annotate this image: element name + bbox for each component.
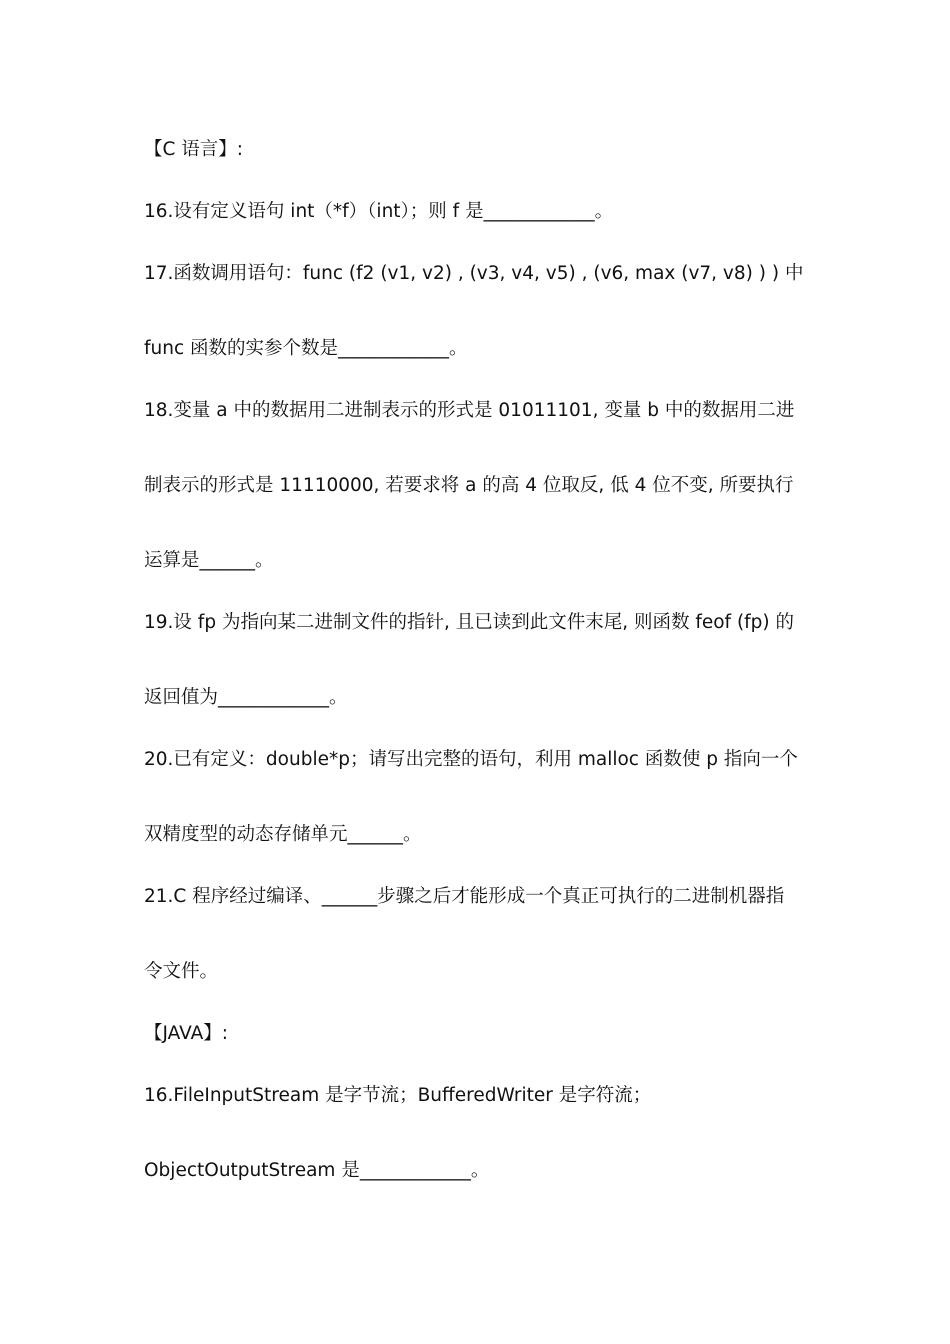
question-20-line-1: 20.已有定义：double*p；请写出完整的语句，利用 malloc 函数使 p 指向一个 [144, 749, 798, 770]
question-21-line-1: 21.C 程序经过编译、______步骤之后才能形成一个真正可执行的二进制机器指 [144, 886, 785, 907]
question-18-line-3: 运算是______。 [144, 550, 274, 571]
java-question-16-line-2: ObjectOutputStream 是____________。 [144, 1160, 490, 1181]
question-19-line-2: 返回值为____________。 [144, 687, 348, 708]
question-17-line-2: func 函数的实参个数是____________。 [144, 338, 468, 359]
java-section-heading: 【JAVA】: [144, 1023, 228, 1044]
question-19-line-1: 19.设 fp 为指向某二进制文件的指针, 且已读到此文件末尾, 则函数 feof (fp) 的 [144, 612, 795, 633]
java-question-16-line-1: 16.FileInputStream 是字节流；BufferedWriter 是字符流； [144, 1085, 652, 1106]
question-21-line-2: 令文件。 [144, 961, 219, 982]
question-17-line-1: 17.函数调用语句：func (f2 (v1, v2) , (v3, v4, v5) , (v6, max (v7, v8) ) ) 中 [144, 263, 804, 284]
question-16-line-1: 16.设有定义语句 int（*f）（int）；则 f 是____________。 [144, 201, 614, 222]
question-20-line-2: 双精度型的动态存储单元______。 [144, 824, 422, 845]
question-18-line-1: 18.变量 a 中的数据用二进制表示的形式是 01011101, 变量 b 中的数据用二进 [144, 400, 795, 421]
c-section-heading: 【C 语言】: [144, 139, 244, 160]
question-18-line-2: 制表示的形式是 11110000, 若要求将 a 的高 4 位取反, 低 4 位不变, 所要执行 [144, 475, 794, 496]
